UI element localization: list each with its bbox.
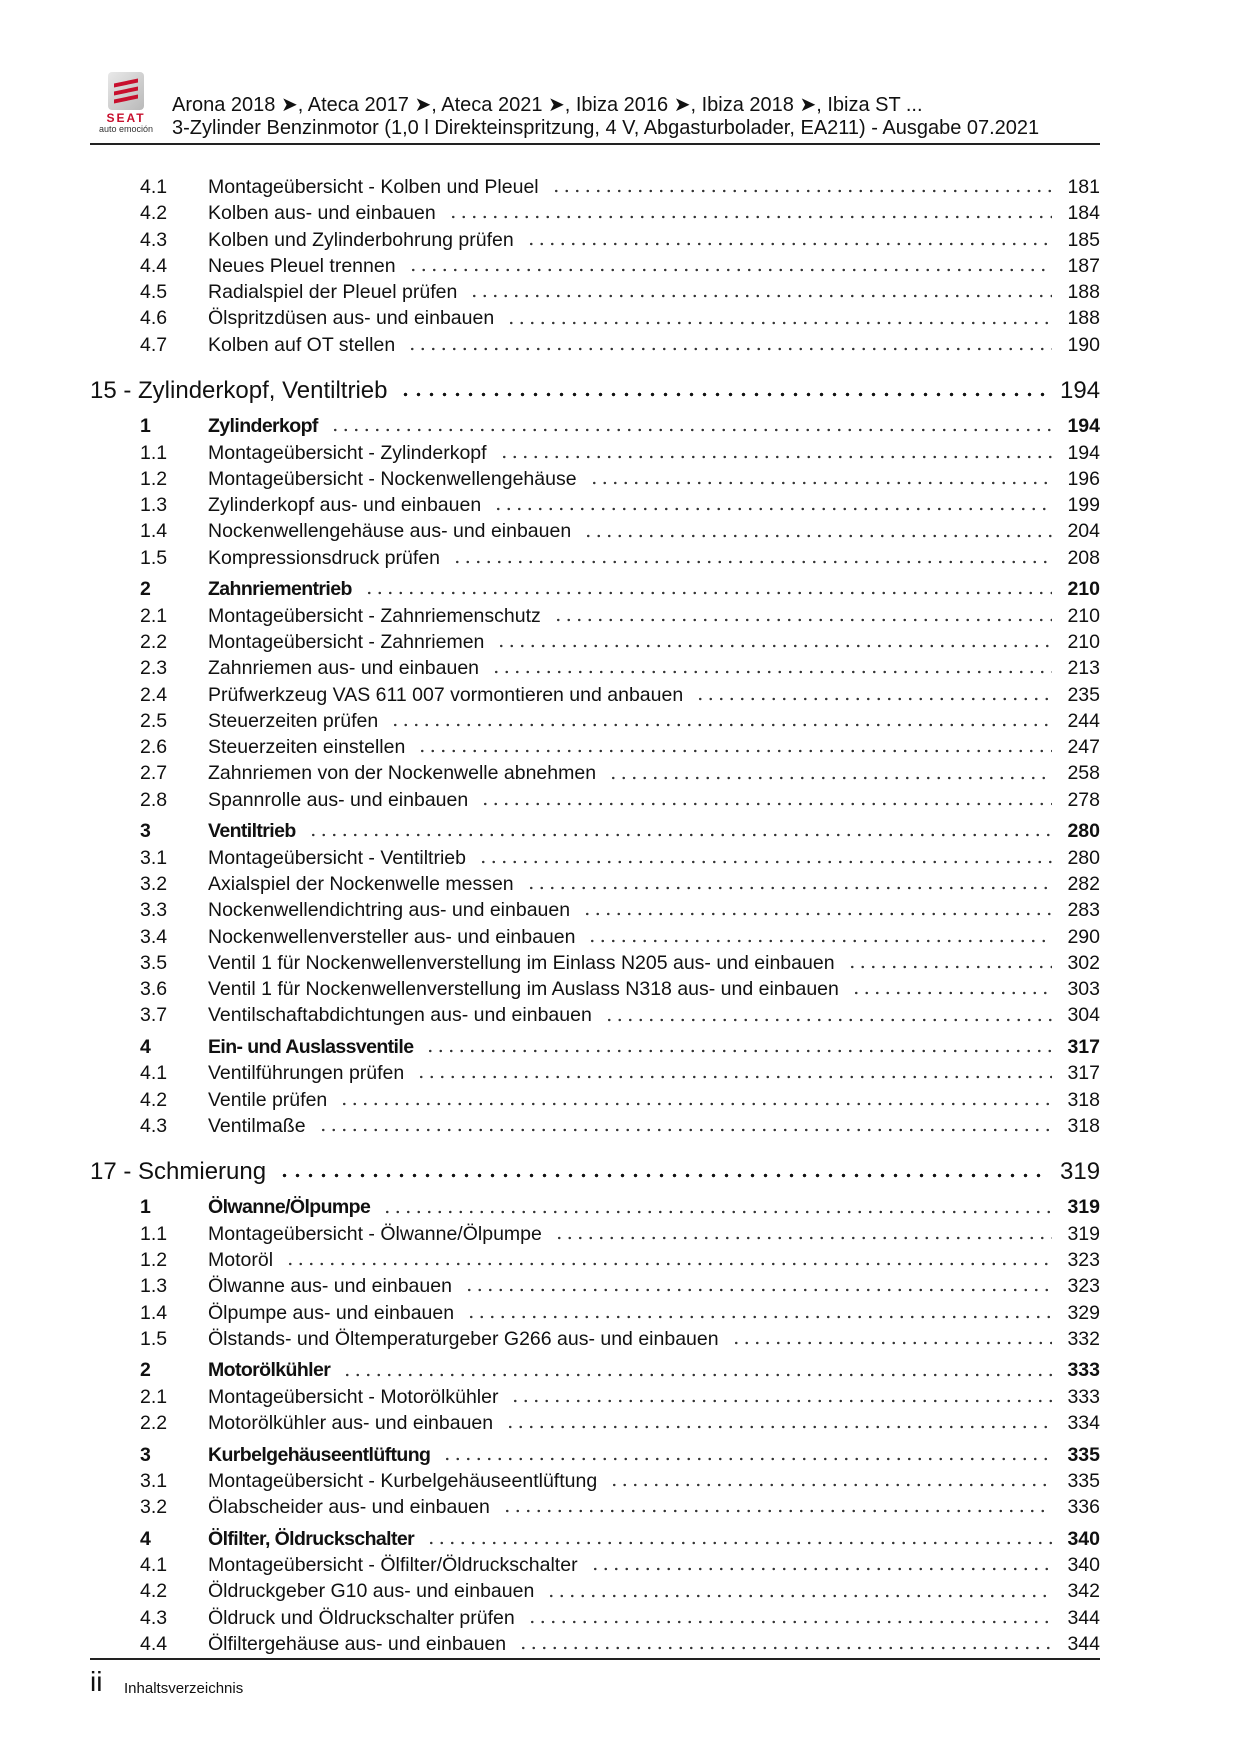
entry-page: 335 (1067, 1443, 1100, 1466)
entry-title: Spannrolle aus- und einbauen (208, 788, 469, 811)
entry-title: Ventilschaftabdichtungen aus- und einbauen (208, 1004, 592, 1027)
toc-sub-entry[interactable] (90, 1552, 1100, 1578)
dot-leader (493, 507, 1052, 511)
dot-leader (502, 1509, 1052, 1513)
entry-title: Radialspiel der Pleuel prüfen (208, 281, 458, 304)
dot-leader (478, 860, 1052, 864)
toc-sub-entry[interactable] (90, 897, 1100, 923)
entry-number: 4.7 (140, 333, 168, 356)
toc-sub-entry[interactable] (90, 174, 1100, 200)
entry-number: 4.2 (140, 1088, 168, 1111)
entry-page: 303 (1067, 978, 1100, 1001)
entry-page: 318 (1067, 1088, 1100, 1111)
entry-number: 4.3 (140, 1606, 168, 1629)
entry-title: Ölfilter, Öldruckschalter (208, 1527, 415, 1550)
entry-number: 2.2 (140, 630, 168, 653)
entry-number: 4.3 (140, 1114, 168, 1137)
entry-title: Zahnriemen aus- und einbauen (208, 657, 480, 680)
entry-title: Ventilführungen prüfen (208, 1062, 405, 1085)
entry-title: Motorölkühler aus- und einbauen (208, 1412, 494, 1435)
footer-divider (90, 1658, 1100, 1660)
dot-leader (695, 697, 1052, 701)
entry-page: 188 (1067, 281, 1100, 304)
entry-title: Steuerzeiten prüfen (208, 709, 379, 732)
toc-sub-entry[interactable] (90, 200, 1100, 226)
dot-leader (527, 1620, 1052, 1624)
entry-page: 199 (1067, 494, 1100, 517)
dot-leader (587, 939, 1052, 943)
toc-sub-entry[interactable] (90, 1384, 1100, 1410)
entry-number: 3.7 (140, 1004, 168, 1027)
entry-page: 318 (1067, 1114, 1100, 1137)
dot-leader (851, 991, 1052, 995)
entry-title: Montageübersicht - Motorölkühler (208, 1385, 499, 1408)
entry-title: Zylinderkopf aus- und einbauen (208, 494, 482, 517)
entry-title: Zahnriementrieb (208, 578, 352, 601)
dot-leader (583, 534, 1052, 538)
dot-leader (382, 1210, 1052, 1214)
entry-number: 1.1 (140, 1222, 168, 1245)
toc-sub-entry[interactable] (90, 976, 1100, 1002)
dot-leader (609, 1483, 1052, 1487)
entry-number: 2.8 (140, 788, 168, 811)
dot-leader (407, 347, 1052, 351)
entry-page: 187 (1067, 254, 1100, 277)
entry-number: 4.2 (140, 202, 168, 225)
entry-title: Axialspiel der Nockenwelle messen (208, 872, 514, 895)
entry-page: 204 (1067, 520, 1100, 543)
dot-leader (318, 1128, 1052, 1132)
entry-page: 188 (1067, 307, 1100, 330)
entry-number: 1.1 (140, 441, 168, 464)
toc-sub-entry[interactable] (90, 1578, 1100, 1604)
entry-number: 3.1 (140, 846, 168, 869)
entry-page: 235 (1067, 683, 1100, 706)
entry-title: Öldruckgeber G10 aus- und einbauen (208, 1580, 535, 1603)
toc-sub-entry[interactable] (90, 518, 1100, 544)
toc-sub-entry[interactable] (90, 845, 1100, 871)
entry-number: 3.1 (140, 1469, 168, 1492)
dot-leader (342, 1373, 1052, 1377)
dot-leader (554, 1236, 1052, 1240)
entry-page: 342 (1067, 1580, 1100, 1603)
toc-sub-entry[interactable] (90, 305, 1100, 331)
toc-sub-entry[interactable] (90, 466, 1100, 492)
toc-sub-entry[interactable] (90, 655, 1100, 681)
entry-page: 302 (1067, 951, 1100, 974)
entry-page: 208 (1067, 546, 1100, 569)
dot-leader (466, 1315, 1052, 1319)
table-of-contents (90, 174, 1100, 1657)
entry-title: Kolben aus- und einbauen (208, 202, 436, 225)
dot-leader (499, 455, 1052, 459)
dot-leader (731, 1341, 1052, 1345)
entry-page: 181 (1067, 176, 1100, 198)
entry-page: 344 (1067, 1606, 1100, 1629)
dot-leader (551, 189, 1052, 193)
entry-title: Nockenwellendichtring aus- und einbauen (208, 899, 571, 922)
toc-sub-entry[interactable] (90, 227, 1100, 253)
header-models: Arona 2018 ➤, Ateca 2017 ➤, Ateca 2021 ➤, Ibiza 2016 ➤, Ibiza 2018 ➤, Ibiza ST ... (172, 94, 923, 116)
entry-title: Prüfwerkzeug VAS 611 007 vormontieren und anbauen (208, 683, 684, 706)
entry-number: 3.4 (140, 925, 168, 948)
dot-leader (364, 591, 1052, 595)
entry-title: Montageübersicht - Kolben und Pleuel (208, 176, 539, 198)
entry-title: Kolben auf OT stellen (208, 333, 396, 356)
entry-number: 3.6 (140, 978, 168, 1001)
toc-sub-entry[interactable] (90, 682, 1100, 708)
entry-title: Ventilmaße (208, 1114, 306, 1137)
entry-page: 334 (1067, 1412, 1100, 1435)
dot-leader (604, 1018, 1052, 1022)
entry-title: Ölspritzdüsen aus- und einbauen (208, 307, 495, 330)
seat-badge-icon (108, 72, 144, 110)
entry-number: 1.2 (140, 467, 168, 490)
toc-sub-entry[interactable] (90, 1060, 1100, 1086)
entry-number: 3.2 (140, 1496, 168, 1519)
entry-title: Ventil 1 für Nockenwellenverstellung im Auslass N318 aus- und einbauen (208, 978, 839, 1001)
toc-chapter-entry[interactable] (90, 1157, 1100, 1187)
dot-leader (496, 644, 1052, 648)
dot-leader (480, 802, 1052, 806)
entry-title: Montageübersicht - Zylinderkopf (208, 441, 487, 464)
entry-number: 3 (140, 1443, 151, 1466)
toc-sub-entry[interactable] (90, 545, 1100, 571)
toc-sub-entry[interactable] (90, 629, 1100, 655)
entry-title: Ölwanne/Ölpumpe (208, 1196, 371, 1219)
dot-leader (464, 1288, 1052, 1292)
entry-number: 4.2 (140, 1580, 168, 1603)
dot-leader (308, 833, 1052, 837)
entry-page: 283 (1067, 899, 1100, 922)
dot-leader (847, 965, 1052, 969)
dot-leader (399, 392, 1048, 397)
dot-leader (285, 1262, 1052, 1266)
entry-page: 210 (1067, 578, 1100, 601)
toc-sub-entry[interactable] (90, 1605, 1100, 1631)
toc-section-entry[interactable] (90, 576, 1100, 602)
entry-title: Ventile prüfen (208, 1088, 328, 1111)
dot-leader (590, 1567, 1052, 1571)
dot-leader (582, 912, 1052, 916)
entry-title: Montageübersicht - Ölfilter/Öldruckschalter (208, 1554, 578, 1577)
toc-sub-entry[interactable] (90, 279, 1100, 305)
entry-page: 340 (1067, 1527, 1100, 1550)
entry-page: 332 (1067, 1327, 1100, 1350)
dot-leader (417, 749, 1052, 753)
toc-section-entry[interactable] (90, 413, 1100, 439)
logo-claim: auto emoción (98, 124, 154, 134)
toc-sub-entry[interactable] (90, 603, 1100, 629)
entry-number: 3.2 (140, 872, 168, 895)
toc-sub-entry[interactable] (90, 1247, 1100, 1273)
entry-page: 210 (1067, 604, 1100, 627)
entry-title: Zahnriemen von der Nockenwelle abnehmen (208, 762, 597, 785)
dot-leader (518, 1646, 1052, 1650)
dot-leader (553, 618, 1052, 622)
entry-number: 3.3 (140, 899, 168, 922)
toc-sub-entry[interactable] (90, 440, 1100, 466)
header-divider (90, 143, 1100, 145)
seat-logo (88, 72, 164, 132)
toc-sub-entry[interactable] (90, 760, 1100, 786)
entry-title: 15 - Zylinderkopf, Ventiltrieb (90, 376, 388, 404)
entry-number: 1.5 (140, 546, 168, 569)
toc-sub-entry[interactable] (90, 924, 1100, 950)
entry-number: 4.1 (140, 1062, 168, 1085)
entry-number: 1.3 (140, 1275, 168, 1298)
entry-title: Montageübersicht - Ölwanne/Ölpumpe (208, 1222, 542, 1245)
toc-sub-entry[interactable] (90, 1300, 1100, 1326)
entry-page: 340 (1067, 1554, 1100, 1577)
entry-page: 210 (1067, 630, 1100, 653)
entry-number: 1.5 (140, 1327, 168, 1350)
entry-page: 258 (1067, 762, 1100, 785)
entry-page: 247 (1067, 736, 1100, 759)
entry-page: 335 (1067, 1469, 1100, 1492)
entry-page: 333 (1067, 1359, 1100, 1382)
entry-number: 2.1 (140, 604, 168, 627)
entry-number: 4.1 (140, 176, 168, 198)
entry-page: 336 (1067, 1496, 1100, 1519)
dot-leader (408, 268, 1052, 272)
entry-page: 184 (1067, 202, 1100, 225)
entry-title: Ölstands- und Öltemperaturgeber G266 aus- und einbauen (208, 1327, 719, 1350)
toc-sub-entry[interactable] (90, 1410, 1100, 1436)
toc-sub-entry[interactable] (90, 1494, 1100, 1520)
toc-sub-entry[interactable] (90, 1273, 1100, 1299)
dot-leader (448, 215, 1052, 219)
dot-leader (510, 1399, 1052, 1403)
entry-title: Ventil 1 für Nockenwellenverstellung im Einlass N205 aus- und einbauen (208, 951, 835, 974)
entry-number: 2 (140, 1359, 151, 1382)
entry-page: 317 (1067, 1062, 1100, 1085)
entry-title: Zylinderkopf (208, 415, 318, 438)
dot-leader (330, 428, 1052, 432)
entry-number: 2.3 (140, 657, 168, 680)
dot-leader (505, 1425, 1052, 1429)
entry-number: 2.7 (140, 762, 168, 785)
dot-leader (608, 776, 1052, 780)
entry-title: Ventiltrieb (208, 820, 296, 843)
toc-sub-entry[interactable] (90, 1221, 1100, 1247)
toc-sub-entry[interactable] (90, 1113, 1100, 1139)
entry-page: 190 (1067, 333, 1100, 356)
entry-title: Motoröl (208, 1248, 274, 1271)
entry-number: 4.5 (140, 281, 168, 304)
entry-number: 2.2 (140, 1412, 168, 1435)
dot-leader (526, 886, 1052, 890)
entry-title: Ölfiltergehäuse aus- und einbauen (208, 1633, 507, 1655)
entry-page: 278 (1067, 788, 1100, 811)
entry-title: 17 - Schmierung (90, 1157, 267, 1185)
entry-page: 319 (1067, 1196, 1100, 1219)
toc-sub-entry[interactable] (90, 1002, 1100, 1028)
entry-number: 3.5 (140, 951, 168, 974)
dot-leader (546, 1594, 1052, 1598)
toc-sub-entry[interactable] (90, 1326, 1100, 1352)
toc-sub-entry[interactable] (90, 253, 1100, 279)
entry-number: 1 (140, 1196, 151, 1219)
toc-section-entry[interactable] (90, 1194, 1100, 1220)
header-engine: 3-Zylinder Benzinmotor (1,0 l Direkteinspritzung, 4 V, Abgasturbolader, EA211) - Ausgabe 07.2021 (172, 117, 1040, 139)
entry-number: 2 (140, 578, 151, 601)
entry-page: 304 (1067, 1004, 1100, 1027)
entry-title: Montageübersicht - Nockenwellengehäuse (208, 467, 577, 490)
entry-page: 194 (1060, 376, 1101, 404)
entry-title: Nockenwellenversteller aus- und einbauen (208, 925, 576, 948)
entry-title: Ölabscheider aus- und einbauen (208, 1496, 490, 1519)
logo-brand: SEAT (106, 111, 146, 125)
toc-sub-entry[interactable] (90, 950, 1100, 976)
entry-page: 185 (1067, 228, 1100, 251)
entry-title: Nockenwellengehäuse aus- und einbauen (208, 520, 572, 543)
toc-section-entry[interactable] (90, 818, 1100, 844)
entry-number: 4 (140, 1035, 151, 1058)
entry-number: 4.3 (140, 228, 168, 251)
dot-leader (452, 560, 1052, 564)
entry-number: 1 (140, 415, 151, 438)
entry-number: 2.6 (140, 736, 168, 759)
entry-number: 2.1 (140, 1385, 168, 1408)
entry-page: 319 (1060, 1157, 1101, 1185)
entry-number: 4.6 (140, 307, 168, 330)
dot-leader (589, 481, 1052, 485)
toc-sub-entry[interactable] (90, 332, 1100, 358)
entry-page: 333 (1067, 1385, 1100, 1408)
entry-title: Kompressionsdruck prüfen (208, 546, 440, 569)
dot-leader (339, 1102, 1052, 1106)
entry-page: 323 (1067, 1275, 1100, 1298)
toc-sub-entry[interactable] (90, 787, 1100, 813)
entry-number: 4.4 (140, 254, 168, 277)
entry-title: Montageübersicht - Ventiltrieb (208, 846, 466, 869)
entry-page: 194 (1067, 441, 1100, 464)
entry-page: 244 (1067, 709, 1100, 732)
entry-title: Öldruck und Öldruckschalter prüfen (208, 1606, 515, 1629)
entry-number: 2.5 (140, 709, 168, 732)
entry-title: Montageübersicht - Zahnriemenschutz (208, 604, 541, 627)
footer-page-number: ii (90, 1666, 103, 1697)
entry-number: 1.4 (140, 1301, 168, 1324)
dot-leader (442, 1457, 1052, 1461)
toc-section-entry[interactable] (90, 1442, 1100, 1468)
dot-leader (506, 321, 1052, 325)
dot-leader (426, 1541, 1052, 1545)
entry-title: Ölpumpe aus- und einbauen (208, 1301, 455, 1324)
entry-page: 194 (1067, 415, 1100, 438)
dot-leader (278, 1173, 1048, 1178)
entry-title: Kurbelgehäuseentlüftung (208, 1443, 431, 1466)
entry-number: 4.4 (140, 1633, 168, 1655)
dot-leader (469, 294, 1052, 298)
entry-number: 1.3 (140, 494, 168, 517)
toc-section-entry[interactable] (90, 1357, 1100, 1383)
entry-page: 344 (1067, 1633, 1100, 1655)
dot-leader (526, 242, 1052, 246)
entry-number: 4.1 (140, 1554, 168, 1577)
toc-sub-entry[interactable] (90, 871, 1100, 897)
entry-title: Neues Pleuel trennen (208, 254, 396, 277)
dot-leader (416, 1075, 1052, 1079)
entry-number: 1.4 (140, 520, 168, 543)
dot-leader (491, 670, 1052, 674)
entry-number: 4 (140, 1527, 151, 1550)
footer-title: Inhaltsverzeichnis (124, 1680, 244, 1697)
dot-leader (390, 723, 1052, 727)
entry-title: Montageübersicht - Kurbelgehäuseentlüftung (208, 1469, 598, 1492)
entry-title: Steuerzeiten einstellen (208, 736, 406, 759)
entry-page: 196 (1067, 467, 1100, 490)
entry-number: 2.4 (140, 683, 168, 706)
entry-title: Ein- und Auslassventile (208, 1035, 414, 1058)
entry-page: 282 (1067, 872, 1100, 895)
toc-sub-entry[interactable] (90, 492, 1100, 518)
toc-section-entry[interactable] (90, 1526, 1100, 1552)
entry-title: Kolben und Zylinderbohrung prüfen (208, 228, 514, 251)
toc-chapter-entry[interactable] (90, 376, 1100, 406)
toc-sub-entry[interactable] (90, 1468, 1100, 1494)
entry-page: 280 (1067, 820, 1100, 843)
toc-sub-entry[interactable] (90, 734, 1100, 760)
toc-sub-entry[interactable] (90, 708, 1100, 734)
entry-number: 1.2 (140, 1248, 168, 1271)
toc-section-entry[interactable] (90, 1034, 1100, 1060)
entry-title: Montageübersicht - Zahnriemen (208, 630, 485, 653)
entry-page: 317 (1067, 1035, 1100, 1058)
entry-page: 213 (1067, 657, 1100, 680)
entry-page: 329 (1067, 1301, 1100, 1324)
dot-leader (425, 1049, 1052, 1053)
entry-page: 323 (1067, 1248, 1100, 1271)
toc-sub-entry[interactable] (90, 1631, 1100, 1657)
entry-page: 280 (1067, 846, 1100, 869)
entry-page: 319 (1067, 1222, 1100, 1245)
entry-title: Ölwanne aus- und einbauen (208, 1275, 452, 1298)
toc-sub-entry[interactable] (90, 1087, 1100, 1113)
entry-title: Motorölkühler (208, 1359, 331, 1382)
entry-page: 290 (1067, 925, 1100, 948)
entry-number: 3 (140, 820, 151, 843)
